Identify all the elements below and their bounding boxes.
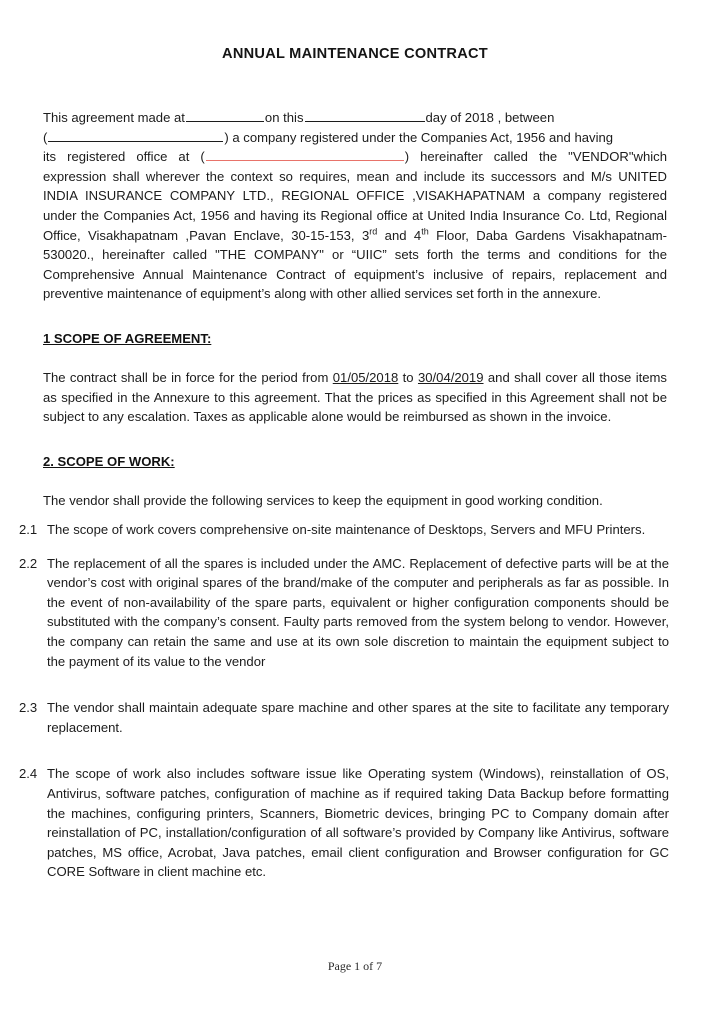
preamble-line2-open-paren: ( [43,129,48,145]
ordinal-suffix-fourth: th [421,226,429,237]
preamble-section [43,108,667,510]
preamble-body-3: Floor, Daba Gardens Visakhapatnam-530020., hereinafter called "THE COMPANY" or “UIIC” sets forth the terms and conditions for the Comprehensive Annual Maintenance Contract of equipment’s inclusive of repairs, replacement and preventive maintenance of equipment’s along with other allied services set forth in the annexure. [43,227,668,302]
contract-end-date: 30/04/2019 [417,369,484,385]
list-item-text: The scope of work covers comprehensive on-site maintenance of Desktops, Servers and MFU Printers. [47,522,646,537]
list-item-text: The replacement of all the spares is included under the AMC. Replacement of defective parts will be at the vendor’s cost with original spares of the brand/make of the computer and peripherals as far as possible. In the event of non-availability of the spare parts, equivalent or higher configuration components should be substituted with the company’s consent. Faulty parts removed from the system belong to vendor. However, the company can retain the same and use at its own sole discretion to maintain the equipment subject to the payment of its value to the vendor [47,555,669,669]
section-2-heading: 2. SCOPE OF WORK: [43,453,175,469]
blank-field-date[interactable] [305,109,425,122]
list-item-number: 2.3 [19,700,38,716]
blank-field-place[interactable] [186,109,264,122]
list-item-number: 2.2 [19,555,38,571]
preamble-line1-part3: day of 2018 , between [425,110,555,125]
list-item [19,554,669,672]
preamble-body-2: and 4 [377,227,422,243]
spacer [43,346,667,368]
list-item [19,698,669,737]
spacer [19,737,669,764]
spacer [19,540,669,554]
preamble-line2-part2: ) a company registered under the Companies Act, 1956 and having [224,129,614,145]
list-item-number: 2.4 [19,766,38,782]
preamble-line3-part1: its registered office at ( [43,149,205,165]
spacer [43,427,667,454]
preamble-paragraph [43,108,667,304]
preamble-line1-part1: This agreement made at [43,110,185,125]
spacer [43,304,667,331]
blank-field-vendor-address[interactable] [206,148,404,161]
section-1-text-b: to [398,369,418,385]
section-1-text-a: The contract shall be in force for the period from [43,369,333,385]
page-title: ANNUAL MAINTENANCE CONTRACT [222,46,488,62]
list-item [19,764,669,882]
page-footer: Page 1 of 7 [327,959,383,973]
blank-field-vendor-name[interactable] [48,129,223,142]
list-item-text: The scope of work also includes software issue like Operating system (Windows), reinstallation of OS, Antivirus, software patches, configuration of machine as if required taking Data Backup before formatting the machines, configuring printers, Scanners, Biometric devices, bringing PC to Company domain after reinstallation of PC, installation/configuration of all software’s provided by Company like Antivirus, software patches, MS office, Acrobat, Java patches, email client configuration and Browser configuration for GC CORE Software in client machine etc. [47,766,669,880]
section-1-heading: 1 SCOPE OF AGREEMENT: [43,330,212,346]
contract-start-date: 01/05/2018 [332,369,399,385]
spacer [19,671,669,698]
section-1-paragraph [43,368,667,427]
ordinal-suffix-third: rd [369,226,378,237]
preamble-line3-part2: ) hereinafter called the "VENDOR" [404,149,634,165]
preamble-line1-part2: on this [264,110,304,125]
list-item [19,520,669,540]
list-item-number: 2.1 [19,522,38,537]
preamble-body-1: which expression shall wherever the context so requires, mean and include its successors and M/s UNITED INDIA INSURANCE COMPANY LTD., REGIONAL OFFICE ,VISAKHAPATNAM a company registered under the Companies Act, 1956 and having its Regional office at United India Insurance Co. Ltd, Regional Office, Visakhapatnam ,Pavan Enclave, 30-15-153, 3 [43,149,667,243]
spacer [43,469,667,491]
scope-of-work-list [19,520,669,882]
list-item-text: The vendor shall maintain adequate spare machine and other spares at the site to facilitate any temporary replacement. [47,700,669,735]
section-2-intro: The vendor shall provide the following services to keep the equipment in good working condition. [43,492,603,508]
section-1-text-c: and shall cover all those items as specified in the Annexure to this agreement. That the prices as specified in this Agreement shall not be subject to any escalation. Taxes as applicable alone would be reimbursed as shown in the invoice. [43,369,667,425]
